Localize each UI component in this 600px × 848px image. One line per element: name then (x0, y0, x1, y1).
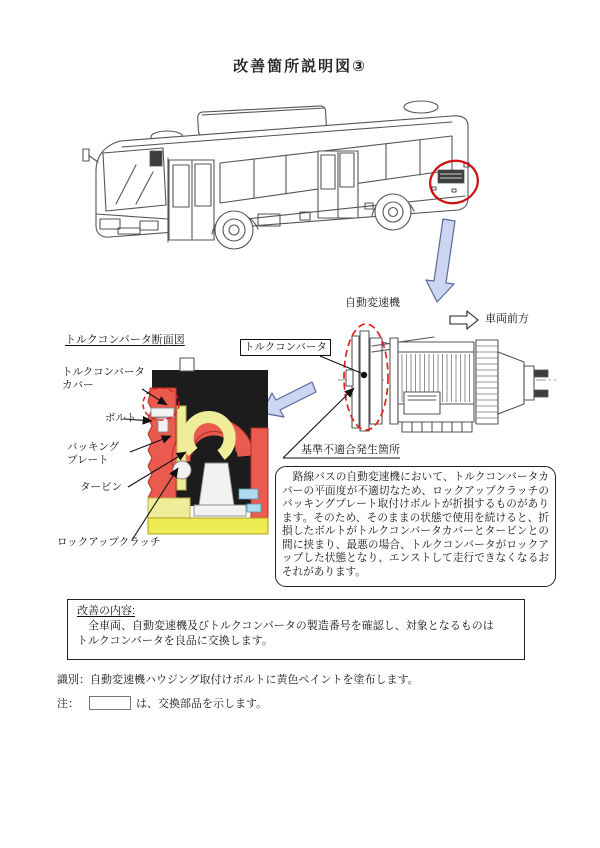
legend-note (57, 695, 267, 711)
cross-section-heading: トルクコンバータ断面図 (65, 334, 185, 346)
improvement-heading: 改善の内容: (77, 605, 136, 617)
cross-section-art (148, 358, 268, 534)
bus-line-art (83, 101, 469, 249)
callout-backing-plate (67, 441, 119, 467)
callout-cover-line2: カバー (62, 379, 94, 391)
defect-description-box (275, 466, 556, 587)
improvement-line1: 全車両、自動変速機及びトルクコンバータの製造番号を確認し、対象となるものは (77, 620, 494, 632)
replacement-part-legend-swatch (89, 696, 131, 710)
callout-backing-line1: バッキング (67, 441, 120, 453)
callout-lockup-clutch: ロックアップクラッチ (57, 536, 161, 548)
pointer-arrow-bus-to-transmission (426, 219, 455, 302)
vehicle-front-label: 車両前方 (485, 313, 529, 325)
improvement-line2: トルクコンバータを良品に交換します。 (77, 635, 273, 647)
transmission-line-art (338, 331, 556, 432)
nonconformity-label: 基準不適合発生箇所 (301, 444, 400, 456)
callout-backing-line2: プレート (67, 454, 109, 466)
legend-suffix: は、交換部品を示します。 (136, 698, 268, 710)
torque-converter-boxed-label: トルクコンバータ (240, 339, 331, 356)
defect-description-text: 路線バスの自動変速機において、トルクコンバータカバーの平面度が不適切なため、ロックアップクラッチのバッキングプレート取付けボルトが折損するものがあります。そのため、そのままの状態で使用を続けると、折損したボルトがトルクコンバータカバーとタービンとの間に挟まり、最悪の場合、トルクコンバータがロックアップした状態となり、エンストして走行できなくなるおそれがあります。 (282, 471, 549, 578)
improvement-box (67, 599, 525, 660)
page-title: 改善箇所説明図③ (233, 58, 367, 75)
pointer-arrow-transmission-to-section (262, 382, 316, 417)
identification-note: 識別：自動変速機ハウジング取付けボルトに黄色ペイントを塗布します。 (57, 674, 419, 686)
legend-prefix: 注： (57, 698, 79, 710)
callout-cover (62, 366, 145, 392)
vehicle-front-arrow-icon (450, 311, 478, 329)
callout-cover-line1: トルクコンバータ (62, 366, 145, 378)
callout-bolt: ボルト (105, 412, 137, 424)
transmission-label: 自動変速機 (345, 297, 400, 309)
callout-turbine: タービン (80, 481, 122, 493)
